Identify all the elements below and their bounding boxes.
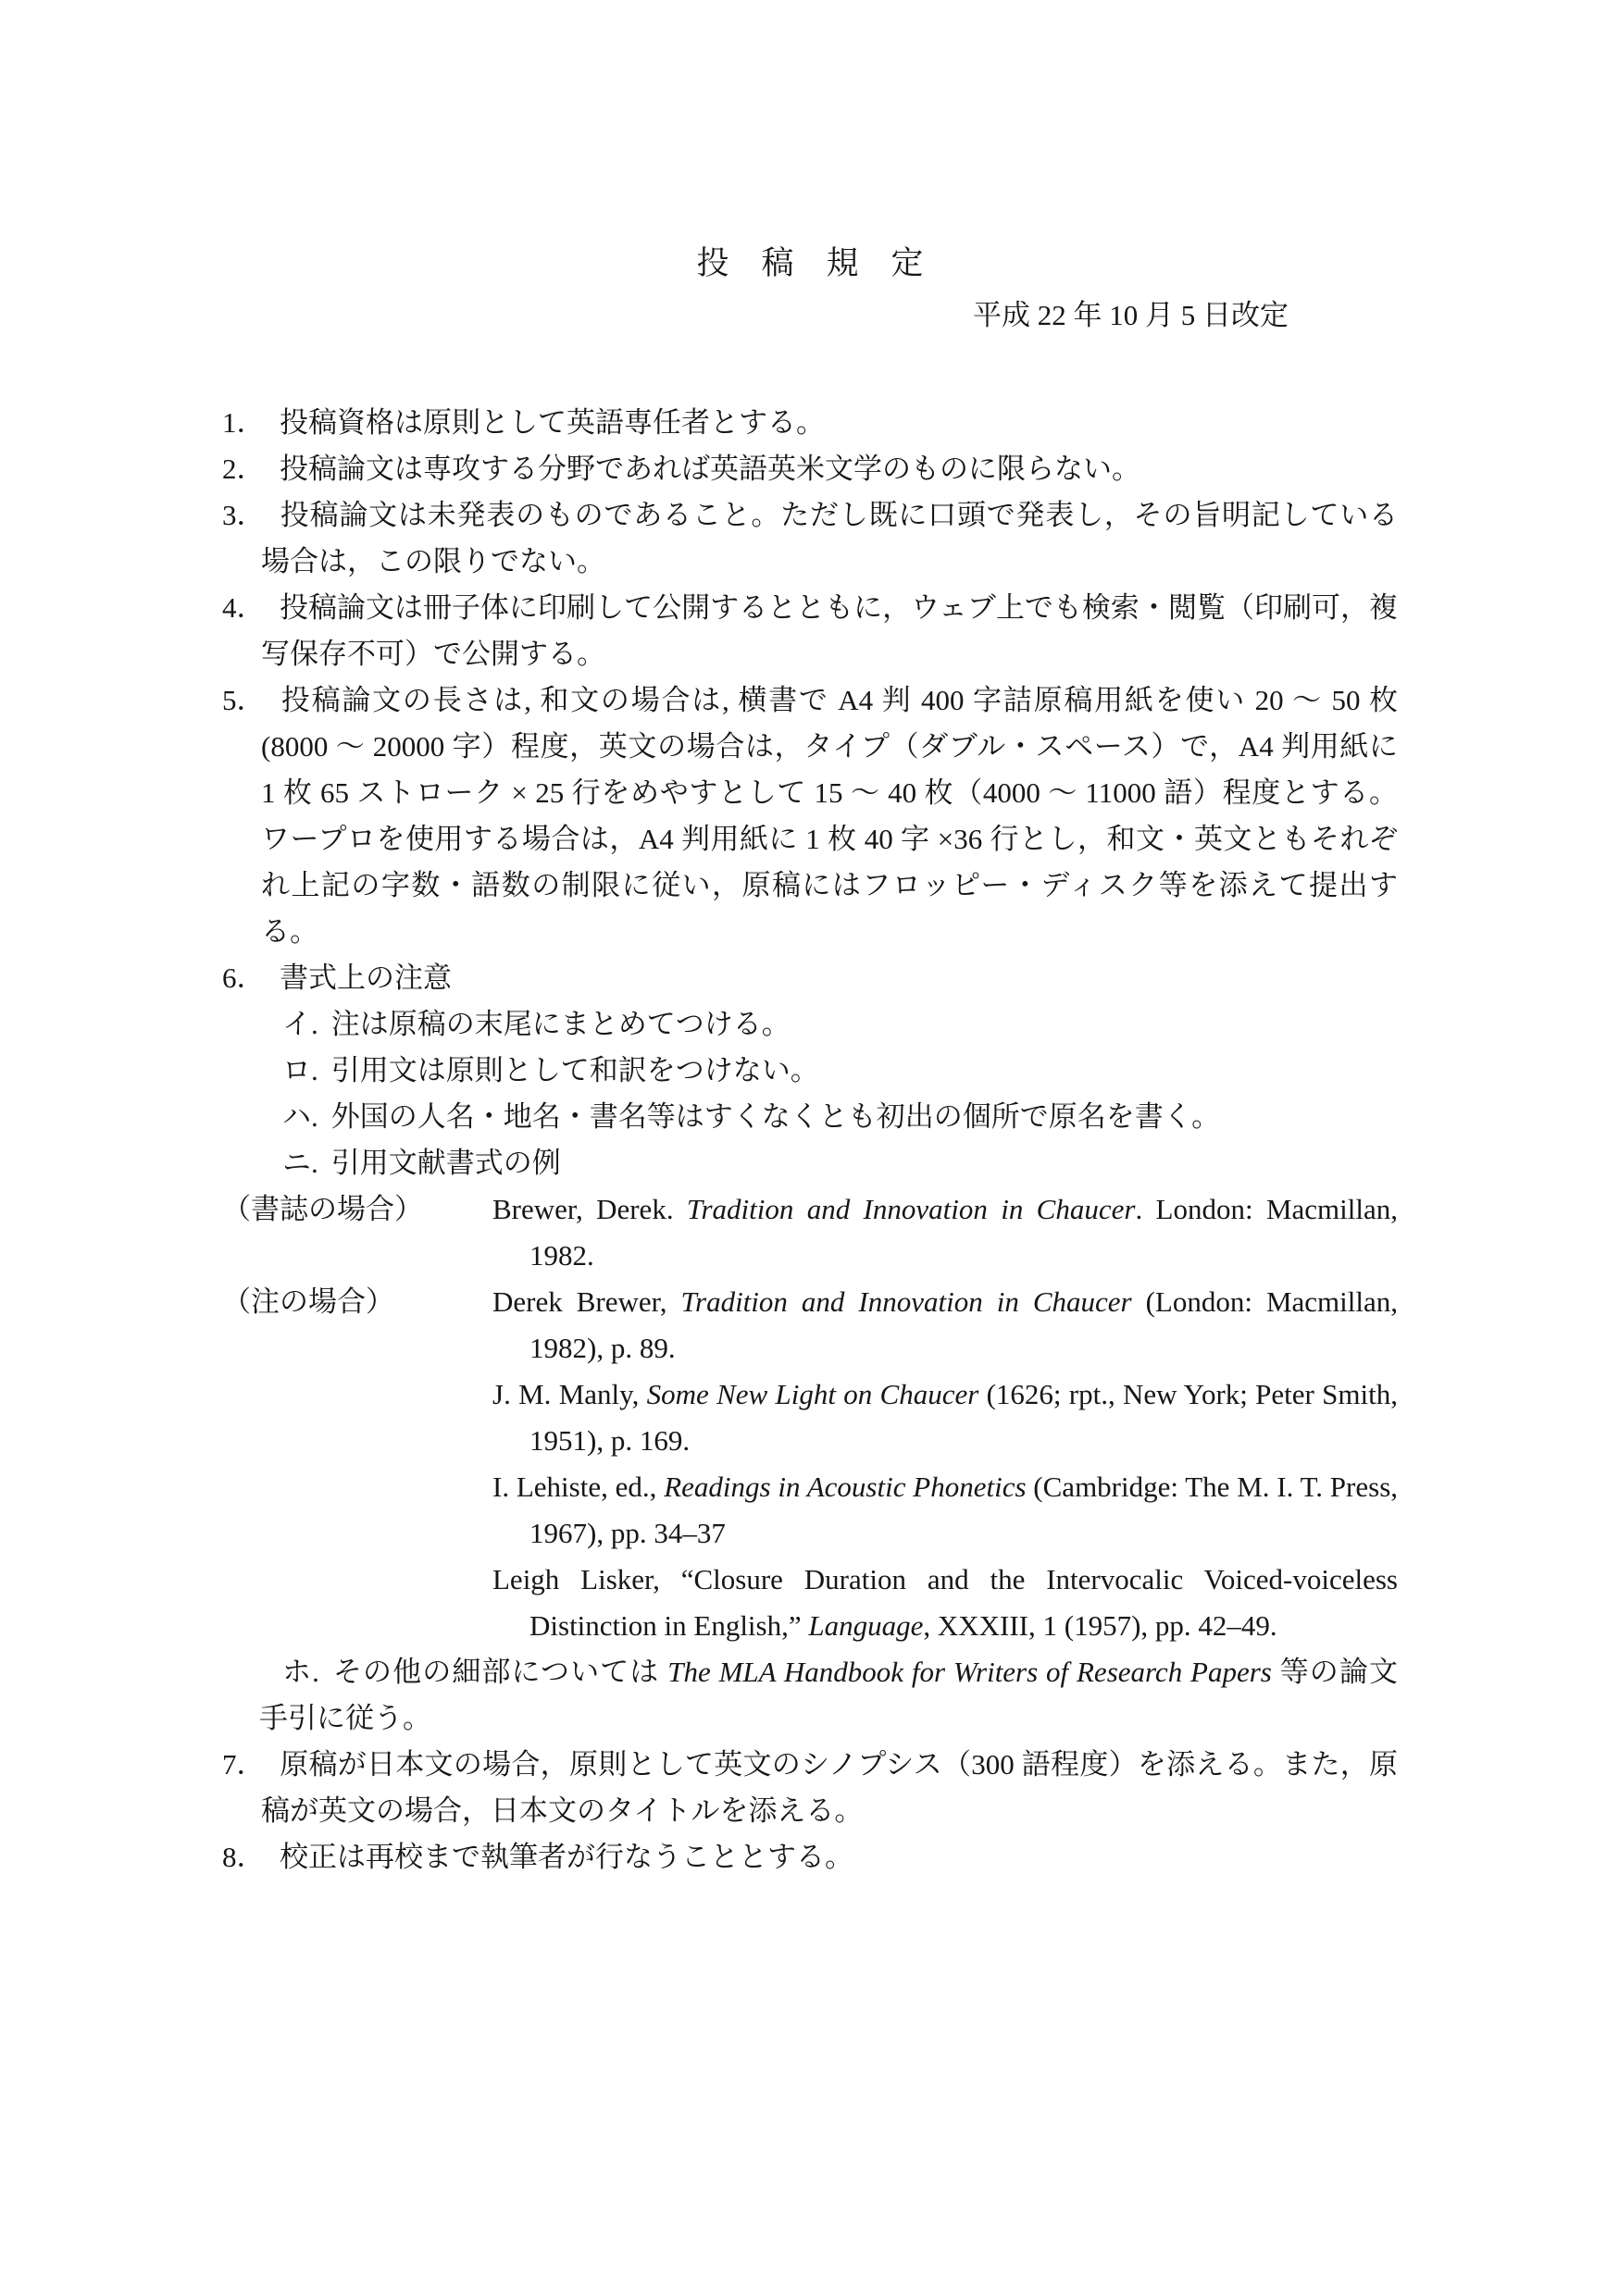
item-number: 5． bbox=[222, 684, 266, 716]
citation-label bbox=[222, 1371, 492, 1464]
numbered-item bbox=[222, 446, 1398, 492]
text-run: 書式上の注意 bbox=[280, 962, 452, 994]
text-run: 投稿論文は未発表のものであること。ただし既に口頭で発表し，その旨明記している場合は，この限りでない。 bbox=[261, 499, 1398, 577]
text-run: その他の細部については bbox=[331, 1656, 668, 1688]
text-run: (Cambridge: The M. I. T. Press, 1967), pp. 34–37 bbox=[529, 1471, 1399, 1549]
italic-text: Language bbox=[808, 1609, 924, 1642]
numbered-item bbox=[222, 400, 1398, 446]
text-run: J. M. Manly, bbox=[492, 1378, 647, 1410]
numbered-item bbox=[222, 955, 1398, 1001]
italic-text: Tradition and Innovation in Chaucer bbox=[680, 1285, 1132, 1318]
numbered-item bbox=[222, 1834, 1398, 1880]
citation-label: （書誌の場合） bbox=[222, 1193, 423, 1225]
sub-item-label: ニ. bbox=[282, 1147, 318, 1179]
text-run: 投稿論文の長さは, 和文の場合は, 横書で A4 判 400 字詰原稿用紙を使い 20 ～ 50 枚(8000 ～ 20000 字）程度，英文の場合は，タイプ（ダブル・スペース）で，A4 判用紙に 1 枚 65 ストローク × 25 行をめやすとして 15 ～ 40 枚（4000 ～ 11000 語）程度とする。ワープロを使用する場合は，A4 判用紙に 1 枚 40 字 ×36 行とし，和文・英文ともそれぞれ上記の字数・語数の制限に従い，原稿にはフロッピー・ディスク等を添えて提出する。 bbox=[261, 684, 1398, 948]
text-run: 注は原稿の末尾にまとめてつける。 bbox=[330, 1008, 791, 1040]
citation-row bbox=[222, 1371, 1398, 1464]
sub-item bbox=[259, 1649, 1398, 1742]
text-run: 等の論文手引に従う。 bbox=[259, 1656, 1398, 1734]
item-number: 2． bbox=[222, 453, 266, 485]
text-run: 引用文は原則として和訳をつけない。 bbox=[330, 1054, 819, 1086]
numbered-item bbox=[222, 677, 1398, 955]
item-number: 3． bbox=[222, 499, 266, 531]
item-number: 8． bbox=[222, 1841, 266, 1873]
item-number: 4． bbox=[222, 591, 266, 624]
sub-item bbox=[259, 1001, 1398, 1048]
italic-text: Tradition and Innovation in Chaucer bbox=[686, 1193, 1136, 1225]
document-body bbox=[222, 400, 1398, 1880]
item-number: 7． bbox=[222, 1748, 266, 1781]
sub-item-label: イ. bbox=[282, 1008, 318, 1040]
italic-text: Readings in Acoustic Phonetics bbox=[664, 1471, 1027, 1503]
citation-text bbox=[492, 1464, 1398, 1557]
sub-item-label: ロ. bbox=[282, 1054, 318, 1086]
sub-item bbox=[259, 1140, 1398, 1186]
text-run: Brewer, Derek. bbox=[492, 1193, 687, 1225]
text-run: 外国の人名・地名・書名等はすくなくとも初出の個所で原名を書く。 bbox=[330, 1100, 1221, 1133]
item-number: 1． bbox=[222, 406, 266, 439]
text-run: 投稿資格は原則として英語専任者とする。 bbox=[280, 406, 825, 439]
citation-text bbox=[492, 1557, 1398, 1649]
numbered-item bbox=[222, 585, 1398, 677]
numbered-item bbox=[222, 1742, 1398, 1834]
text-run: 原稿が日本文の場合，原則として英文のシノプシス（300 語程度）を添える。また，原稿が英文の場合，日本文のタイトルを添える。 bbox=[261, 1748, 1398, 1827]
text-run: 校正は再校まで執筆者が行なうこととする。 bbox=[280, 1841, 853, 1873]
text-run: Derek Brewer, bbox=[492, 1285, 681, 1318]
italic-text: The MLA Handbook for Writers of Research Papers bbox=[667, 1656, 1272, 1688]
document-title: 投 稿 規 定 bbox=[696, 245, 924, 281]
text-run: 投稿論文は冊子体に印刷して公開するとともに，ウェブ上でも検索・閲覧（印刷可，複写保存不可）で公開する。 bbox=[261, 591, 1398, 670]
text-run: , XXXIII, 1 (1957), pp. 42–49. bbox=[923, 1609, 1277, 1642]
text-run: 引用文献書式の例 bbox=[330, 1147, 561, 1179]
numbered-item bbox=[222, 492, 1398, 585]
item-number: 6． bbox=[222, 962, 266, 994]
text-run: (London: Macmillan, 1982), p. 89. bbox=[529, 1285, 1398, 1364]
text-run: I. Lehiste, ed., bbox=[492, 1471, 665, 1503]
sub-item-label: ハ. bbox=[282, 1100, 318, 1133]
italic-text: Some New Light on Chaucer bbox=[646, 1378, 979, 1410]
citation-row bbox=[222, 1464, 1398, 1557]
sub-item bbox=[259, 1094, 1398, 1140]
citation-label bbox=[222, 1557, 492, 1649]
citation-label: （注の場合） bbox=[222, 1285, 394, 1318]
citation-row bbox=[222, 1186, 1398, 1279]
citation-text bbox=[492, 1186, 1398, 1279]
sub-item-label: ホ. bbox=[282, 1656, 319, 1688]
text-run: 投稿論文は専攻する分野であれば英語英米文学のものに限らない。 bbox=[280, 453, 1140, 485]
citation-text bbox=[492, 1279, 1398, 1371]
sub-item bbox=[259, 1048, 1398, 1094]
citation-row bbox=[222, 1557, 1398, 1649]
citation-text bbox=[492, 1371, 1398, 1464]
citation-row bbox=[222, 1279, 1398, 1371]
text-run: . London: Macmillan, 1982. bbox=[529, 1193, 1398, 1272]
text-run: Leigh Lisker, “Closure Duration and the Intervocalic Voiced-voiceless Distinction in English,” bbox=[492, 1563, 1398, 1642]
citation-label bbox=[222, 1464, 492, 1557]
text-run: (1626; rpt., New York; Peter Smith, 1951), p. 169. bbox=[529, 1378, 1398, 1457]
revision-date: 平成 22 年 10 月 5 日改定 bbox=[973, 299, 1289, 331]
